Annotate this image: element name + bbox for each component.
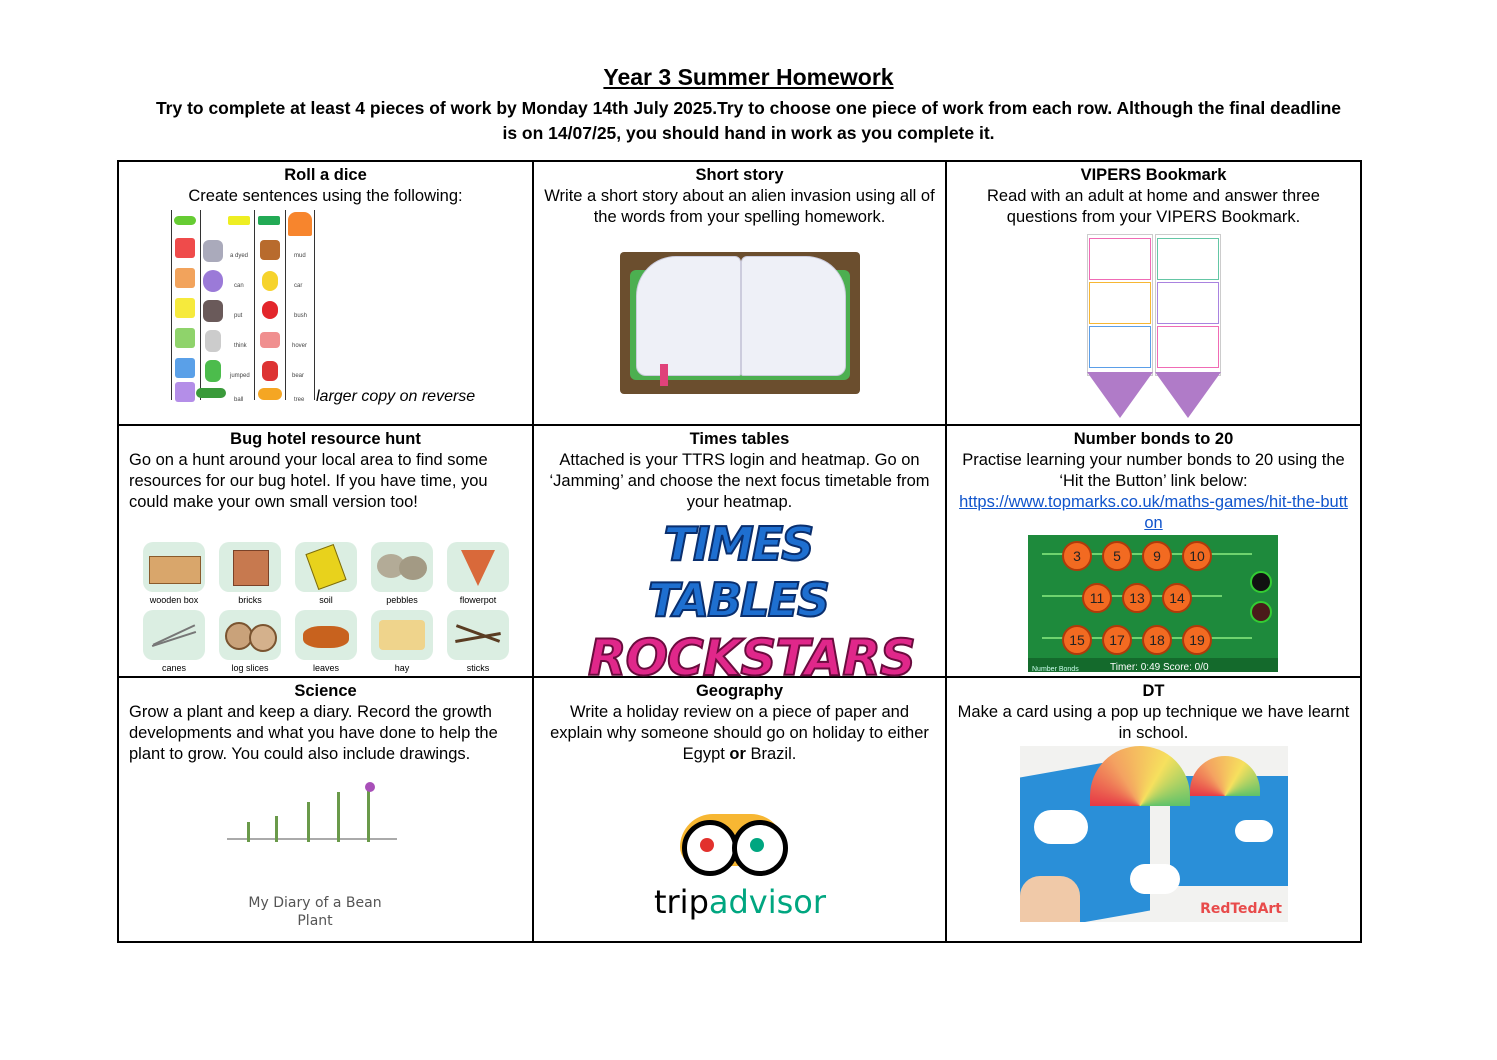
dice-word: put xyxy=(234,313,243,319)
game-number-bubble: 9 xyxy=(1142,541,1172,571)
game-number-bubble: 3 xyxy=(1062,541,1092,571)
cell-roll-a-dice xyxy=(118,161,533,425)
dice-word: car xyxy=(294,283,303,289)
cell-title: Science xyxy=(294,682,357,700)
cell-vipers-bookmark xyxy=(946,161,1361,425)
cell-text: Create sentences using the following: xyxy=(188,187,463,205)
game-number-bubble: 15 xyxy=(1062,625,1092,655)
cell-text: Read with an adult at home and answer three questions from your VIPERS Bookmark. xyxy=(987,187,1320,226)
cell-dt xyxy=(946,677,1361,942)
redtedart-brand: RedTedArt xyxy=(1200,901,1282,917)
cell-times-tables xyxy=(533,425,946,687)
game-number-bubble: 19 xyxy=(1182,625,1212,655)
hit-the-button-game-image xyxy=(1028,535,1278,672)
cell-text: Write a short story about an alien invasion using all of the words from your spelling homework. xyxy=(544,187,935,226)
cell-text: Attached is your TTRS login and heatmap. Go on ‘Jamming’ and choose the next focus timetable from your heatmap. xyxy=(549,451,930,511)
game-number-bubble: 17 xyxy=(1102,625,1132,655)
cell-text: Grow a plant and keep a diary. Record the growth developments and what you have done to help the plant to grow. You could also include drawings. xyxy=(129,703,498,763)
game-label: Number Bonds xyxy=(1032,666,1079,673)
cell-number-bonds xyxy=(946,425,1361,677)
cell-text: Go on a hunt around your local area to find some resources for our bug hotel. If you have time, you could make your own small version too! xyxy=(129,451,488,511)
resource-leaves: leaves xyxy=(295,610,357,674)
game-number-bubble: 10 xyxy=(1182,541,1212,571)
resource-canes: canes xyxy=(143,610,205,674)
cell-text: Write a holiday review on a piece of paper and explain why someone should go on holiday to either Egypt or Brazil. xyxy=(550,703,929,763)
resource-log-slices: log slices xyxy=(219,610,281,674)
pop-up-card-image xyxy=(1020,746,1288,922)
cell-text: Make a card using a pop up technique we have learnt in school. xyxy=(957,703,1350,742)
resource-pebbles: pebbles xyxy=(371,542,433,606)
dice-word: tree xyxy=(294,397,305,403)
dice-word: bush xyxy=(294,313,308,319)
ttrs-logo-line1: TIMES TABLES xyxy=(647,517,829,627)
resource-soil: soil xyxy=(295,542,357,606)
bean-plant-diary-image xyxy=(227,782,397,932)
ttrs-logo xyxy=(588,516,915,687)
cell-short-story xyxy=(533,161,946,425)
homework-grid xyxy=(117,160,1362,943)
cell-title: Roll a dice xyxy=(284,166,367,184)
cell-title: Bug hotel resource hunt xyxy=(230,430,421,448)
dice-word: can xyxy=(234,283,244,289)
resource-flowerpot: flowerpot xyxy=(447,542,509,606)
dice-word: mud xyxy=(294,253,306,259)
game-status: Timer: 0:49 Score: 0/0 xyxy=(1110,662,1209,673)
ttrs-logo-line2: ROCKSTARS xyxy=(588,629,915,687)
cell-bug-hotel xyxy=(118,425,533,677)
game-number-bubble: 11 xyxy=(1082,583,1112,613)
cell-title: Short story xyxy=(695,166,784,184)
page-title: Year 3 Summer Homework xyxy=(603,64,894,90)
cell-title: DT xyxy=(1142,682,1165,700)
resource-bricks: bricks xyxy=(219,542,281,606)
dice-word: ball xyxy=(234,397,244,403)
resource-hay: hay xyxy=(371,610,433,674)
resource-sticks: sticks xyxy=(447,610,509,674)
cell-title: Number bonds to 20 xyxy=(1073,430,1234,448)
dice-word: jumped xyxy=(230,373,250,379)
dice-word: a dyed xyxy=(230,253,249,259)
open-book-image xyxy=(620,252,860,394)
game-number-bubble: 18 xyxy=(1142,625,1172,655)
game-number-bubble: 14 xyxy=(1162,583,1192,613)
larger-copy-note: larger copy on reverse xyxy=(316,388,476,405)
vipers-bookmark-image xyxy=(1087,234,1221,420)
tripadvisor-logo-advisor: advisor xyxy=(708,883,827,921)
resource-wooden-box: wooden box xyxy=(143,542,205,606)
cell-science xyxy=(118,677,533,942)
tripadvisor-logo xyxy=(640,810,840,930)
dice-word: bear xyxy=(292,373,305,379)
dice-word-grid xyxy=(171,210,315,403)
cell-geography xyxy=(533,677,946,942)
dice-word: hover xyxy=(292,343,308,349)
cell-title: VIPERS Bookmark xyxy=(1080,166,1227,184)
game-number-bubble: 13 xyxy=(1122,583,1152,613)
tripadvisor-logo-trip: trip xyxy=(653,883,709,921)
hit-the-button-link[interactable]: https://www.topmarks.co.uk/maths-games/hit-the-button xyxy=(959,493,1348,532)
cell-title: Geography xyxy=(695,682,784,700)
cell-text: Practise learning your number bonds to 20 using the ‘Hit the Button’ link below: xyxy=(962,451,1345,490)
game-number-bubble: 5 xyxy=(1102,541,1132,571)
intro-text: Try to complete at least 4 pieces of work by Monday 14th July 2025.Try to choose one piece of work from each row. Although the final deadline is on 14/07/25, you should hand in work as you complete it. xyxy=(155,98,1342,143)
diary-title: My Diary of a Bean Plant xyxy=(248,895,382,929)
cell-title: Times tables xyxy=(689,430,790,448)
dice-word: think xyxy=(234,343,247,349)
